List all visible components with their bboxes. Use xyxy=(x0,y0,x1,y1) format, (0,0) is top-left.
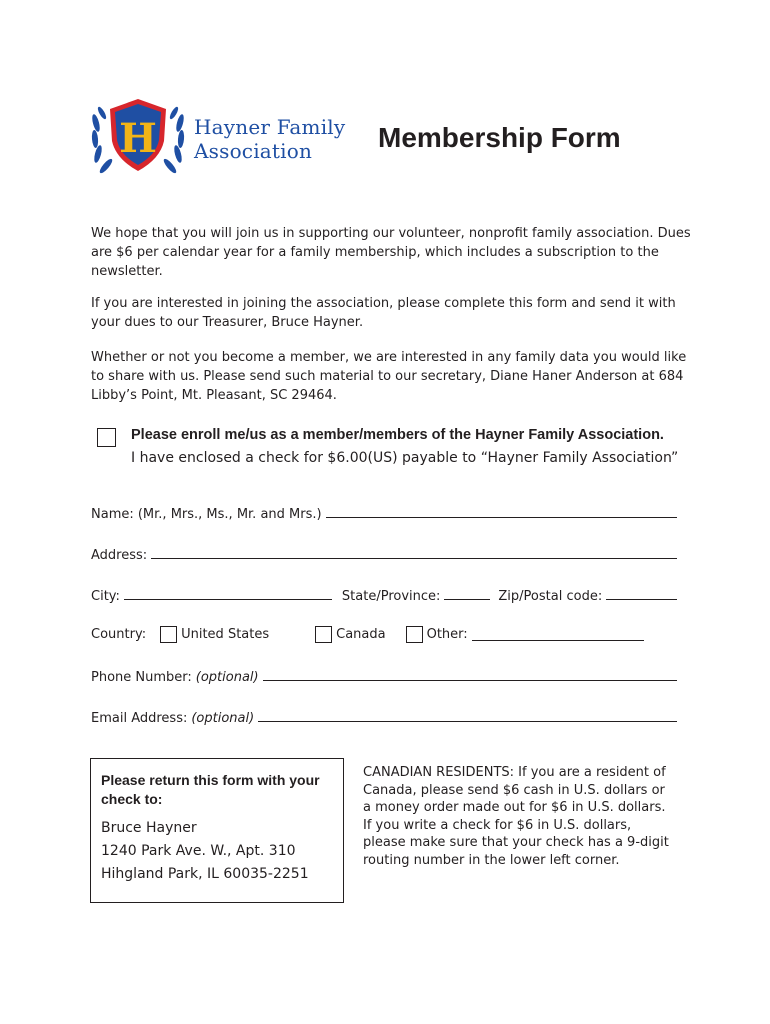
intro-paragraph: We hope that you will join us in supporting our volunteer, nonprofit family association. Dues are $6 per calendar year for a family membership, which includes a subscription to the newsletter. xyxy=(91,226,691,279)
zip-label: Zip/Postal code: xyxy=(498,589,603,604)
address-label: Address: xyxy=(91,548,148,563)
address-input-line[interactable] xyxy=(151,557,677,559)
country-canada-checkbox[interactable] xyxy=(315,626,332,643)
country-us-label: United States xyxy=(181,626,270,642)
email-label: Email Address: xyxy=(91,711,188,726)
country-us-checkbox[interactable] xyxy=(160,626,177,643)
zip-input-line[interactable] xyxy=(606,598,677,600)
phone-label: Phone Number: xyxy=(91,670,192,685)
country-canada-label: Canada xyxy=(336,626,386,642)
phone-field-row xyxy=(91,665,677,685)
intro-paragraph: If you are interested in joining the association, please complete this form and send it with your dues to our Treasurer, Bruce Hayner. xyxy=(91,296,676,330)
return-address-line: 1240 Park Ave. W., Apt. 310 xyxy=(101,843,296,859)
state-label: State/Province: xyxy=(341,589,441,604)
country-other-checkbox[interactable] xyxy=(406,626,423,643)
phone-input-line[interactable] xyxy=(263,679,677,681)
intro-paragraph: Whether or not you become a member, we are interested in any family data you would like to share with us. Please send such material to our secretary, Diane Haner Anderson at 684 Libby’s Point, Mt. Pleasant, SC 29464. xyxy=(91,350,687,403)
emblem-letter: H xyxy=(119,115,157,162)
org-name-line2: Association xyxy=(194,139,313,163)
return-address-line: Bruce Hayner xyxy=(101,820,197,836)
country-other-input-line[interactable] xyxy=(472,628,644,641)
name-field-row xyxy=(91,502,677,522)
email-field-row xyxy=(91,706,677,726)
address-field-row xyxy=(91,543,677,563)
optional-note: (optional) xyxy=(191,711,255,726)
enroll-checkbox[interactable] xyxy=(97,428,116,447)
canadian-residents-note: CANADIAN RESIDENTS: If you are a resident of Canada, please send $6 cash in U.S. dollars or a money order made out for $6 in U.S. dollars. If you write a check for $6 in U.S. dollars, please make sure that your check has a 9-digit routing number in the lower left corner. xyxy=(363,765,669,868)
page-title: Membership Form xyxy=(378,122,621,153)
return-address-line: Hihgland Park, IL 60035-2251 xyxy=(101,866,309,882)
association-logo-emblem xyxy=(90,95,186,175)
org-name-line1: Hayner Family xyxy=(194,115,346,139)
enroll-label: Please enroll me/us as a member/members of the Hayner Family Association. xyxy=(131,427,664,443)
country-other-label: Other: xyxy=(426,626,468,642)
city-state-zip-row xyxy=(91,584,677,604)
country-label: Country: xyxy=(91,626,147,642)
state-input-line[interactable] xyxy=(444,598,490,600)
enroll-sublabel: I have enclosed a check for $6.00(US) payable to “Hayner Family Association” xyxy=(131,450,679,466)
country-row xyxy=(91,624,677,644)
email-input-line[interactable] xyxy=(258,720,677,722)
name-label: Name: (Mr., Mrs., Ms., Mr. and Mrs.) xyxy=(91,507,322,522)
return-box-title: Please return this form with your check to: xyxy=(101,772,320,807)
name-input-line[interactable] xyxy=(326,516,677,518)
city-input-line[interactable] xyxy=(124,598,332,600)
optional-note: (optional) xyxy=(195,670,259,685)
city-label: City: xyxy=(91,589,120,604)
